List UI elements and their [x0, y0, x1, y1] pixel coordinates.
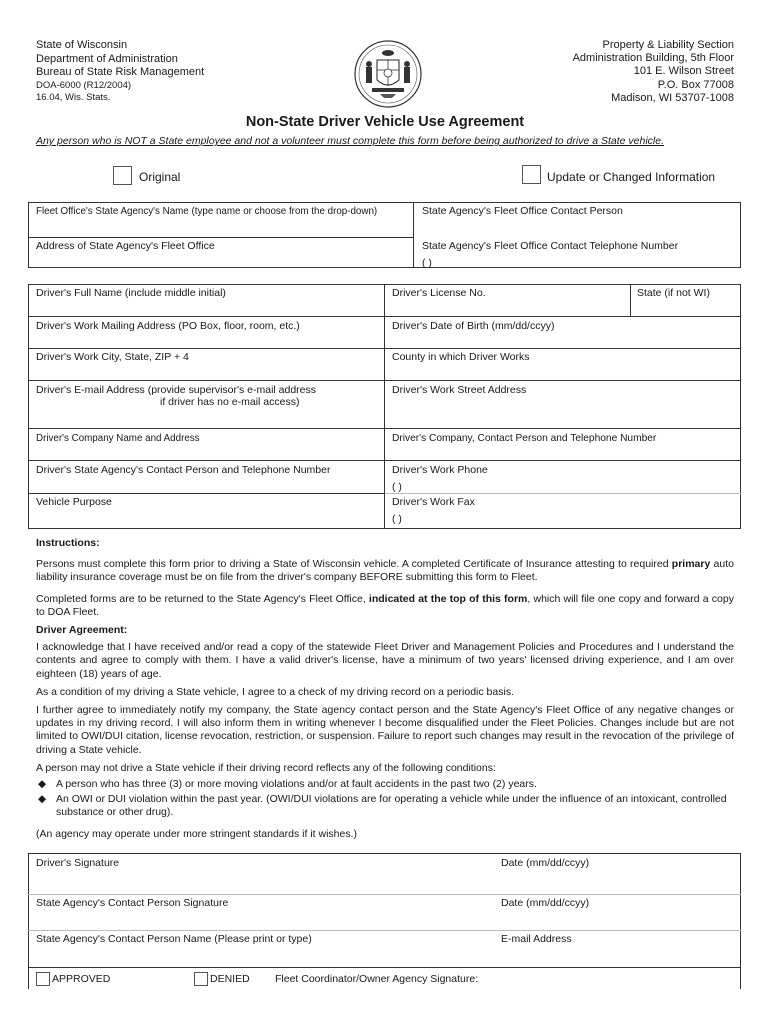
agency-signature-date-field[interactable]: Date (mm/dd/ccyy)	[501, 897, 590, 909]
fleet-contact-phone-field[interactable]: State Agency's Fleet Office Contact Telephone Number	[422, 240, 679, 252]
approved-label: APPROVED	[52, 973, 111, 985]
driver-full-name-field[interactable]: Driver's Full Name (include middle initial)	[36, 287, 226, 299]
header-line: Administration Building, 5th Floor	[572, 52, 734, 65]
driver-company-field[interactable]: Driver's Company Name and Address	[36, 433, 200, 444]
fleet-contact-person-field[interactable]: State Agency's Fleet Office Contact Person	[422, 205, 623, 217]
agency-header	[36, 39, 204, 105]
diamond-bullet-icon: ◆	[38, 778, 47, 791]
vehicle-purpose-field[interactable]: Vehicle Purpose	[36, 496, 112, 508]
update-checkbox[interactable]	[522, 165, 541, 184]
instructions-paragraph: Persons must complete this form prior to driving a State of Wisconsin vehicle. A completed Certificate of Insurance attesting to required primary auto liability insurance coverage must be on file from the driver's company BEFORE submitting this form to Fleet.	[36, 558, 734, 584]
driver-street-address-field[interactable]: Driver's Work Street Address	[392, 384, 527, 396]
driver-email-field[interactable]: Driver's E-mail Address (provide supervisor's e-mail address	[36, 384, 317, 396]
driver-company-contact-field[interactable]: Driver's Company, Contact Person and Telephone Number	[392, 433, 657, 444]
fleet-address-field[interactable]: Address of State Agency's Fleet Office	[36, 240, 215, 252]
fleet-agency-name-field[interactable]: Fleet Office's State Agency's Name (type name or choose from the drop-down)	[36, 206, 378, 217]
agency-email-field[interactable]: E-mail Address	[501, 933, 572, 945]
header-line: Property & Liability Section	[602, 39, 734, 51]
denied-checkbox[interactable]	[194, 972, 208, 986]
form-number: DOA-6000 (R12/2004)	[36, 79, 132, 91]
instructions-section	[36, 537, 734, 846]
section-address	[573, 39, 734, 105]
agency-contact-name-field[interactable]: State Agency's Contact Person Name (Please print or type)	[36, 933, 312, 945]
form-subtitle: Any person who is NOT a State employee and not a volunteer must complete this form before being authorized to drive a State vehicle.	[36, 135, 665, 147]
list-item: ◆ An OWI or DUI violation within the past year. (OWI/DUI violations are for operating a vehicle while under the influence of an intoxicant, controlled substance or other drug).	[38, 793, 727, 819]
statute-ref: 16.04, Wis. Stats.	[36, 92, 111, 103]
header-line: Bureau of State Risk Management	[36, 66, 205, 78]
driver-work-fax-field[interactable]: Driver's Work Fax	[392, 496, 475, 508]
header-line: P.O. Box 77008	[657, 78, 734, 91]
driver-work-phone-field[interactable]: Driver's Work Phone	[392, 464, 488, 476]
fleet-coordinator-signature-field[interactable]: Fleet Coordinator/Owner Agency Signature:	[275, 973, 479, 985]
driver-dob-field[interactable]: Driver's Date of Birth (mm/dd/ccyy)	[392, 320, 555, 332]
agreement-paragraph: As a condition of my driving a State vehicle, I agree to a check of my driving record on a periodic basis.	[36, 685, 514, 698]
fleet-phone-paren: ( )	[422, 257, 432, 269]
instructions-heading: Instructions:	[36, 537, 100, 549]
diamond-bullet-icon: ◆	[38, 793, 47, 806]
update-label: Update or Changed Information	[547, 170, 716, 184]
header-line: 101 E. Wilson Street	[633, 65, 734, 78]
state-seal-icon	[352, 38, 424, 110]
original-label: Original	[139, 170, 181, 184]
driver-email-note: if driver has no e-mail access)	[160, 396, 300, 408]
agreement-paragraph: I acknowledge that I have received and/or read a copy of the statewide Fleet Driver and Management Policies and Procedures and I understand the contents and agree to comply with them. I have a valid driver's license, have a minimum of two years' licensed driving experience, and I am over eighteen (18) years of age.	[36, 641, 734, 680]
driver-signature-field[interactable]: Driver's Signature	[36, 857, 120, 869]
approved-checkbox[interactable]	[36, 972, 50, 986]
work-fax-paren: ( )	[392, 513, 402, 525]
driver-mailing-address-field[interactable]: Driver's Work Mailing Address (PO Box, floor, room, etc.)	[36, 320, 300, 332]
header-line: Department of Administration	[36, 52, 178, 65]
list-item: ◆ A person who has three (3) or more moving violations and/or at fault accidents in the past two (2) years.	[38, 778, 537, 791]
signature-table	[28, 853, 741, 968]
header-line: State of Wisconsin	[36, 39, 128, 51]
agency-note: (An agency may operate under more stringent standards if it wishes.)	[36, 827, 357, 840]
driver-signature-date-field[interactable]: Date (mm/dd/ccyy)	[501, 857, 590, 869]
denied-label: DENIED	[210, 973, 250, 985]
driver-agency-contact-field[interactable]: Driver's State Agency's Contact Person and Telephone Number	[36, 464, 331, 476]
driver-license-field[interactable]: Driver's License No.	[392, 287, 486, 299]
agreement-paragraph: I further agree to immediately notify my company, the State agency contact person and the State Agency's Fleet Office of any negative changes or updates in my driving record. I will also inform them in writing whenever I become disqualified under the Fleet Policies. Changes include but are not limited to OWI/DUI citation, license revocation, restriction, or suspension. Failure to report such changes may result in the revocation of the privilege of driving a State vehicle.	[36, 704, 734, 756]
agreement-paragraph: A person may not drive a State vehicle if their driving record reflects any of the following conditions:	[36, 761, 496, 774]
work-phone-paren: ( )	[392, 481, 402, 493]
instructions-paragraph: Completed forms are to be returned to the State Agency's Fleet Office, indicated at the top of this form, which will file one copy and forward a copy to DOA Fleet.	[36, 592, 734, 618]
agreement-heading: Driver Agreement:	[36, 624, 128, 637]
driver-state-field[interactable]: State (if not WI)	[637, 287, 710, 299]
driver-county-field[interactable]: County in which Driver Works	[392, 351, 530, 363]
header-line: Madison, WI 53707-1008	[611, 91, 734, 104]
form-title: Non-State Driver Vehicle Use Agreement	[245, 114, 525, 130]
agency-signature-field[interactable]: State Agency's Contact Person Signature	[36, 897, 229, 909]
driver-city-field[interactable]: Driver's Work City, State, ZIP + 4	[36, 351, 189, 363]
original-checkbox[interactable]	[113, 166, 132, 185]
